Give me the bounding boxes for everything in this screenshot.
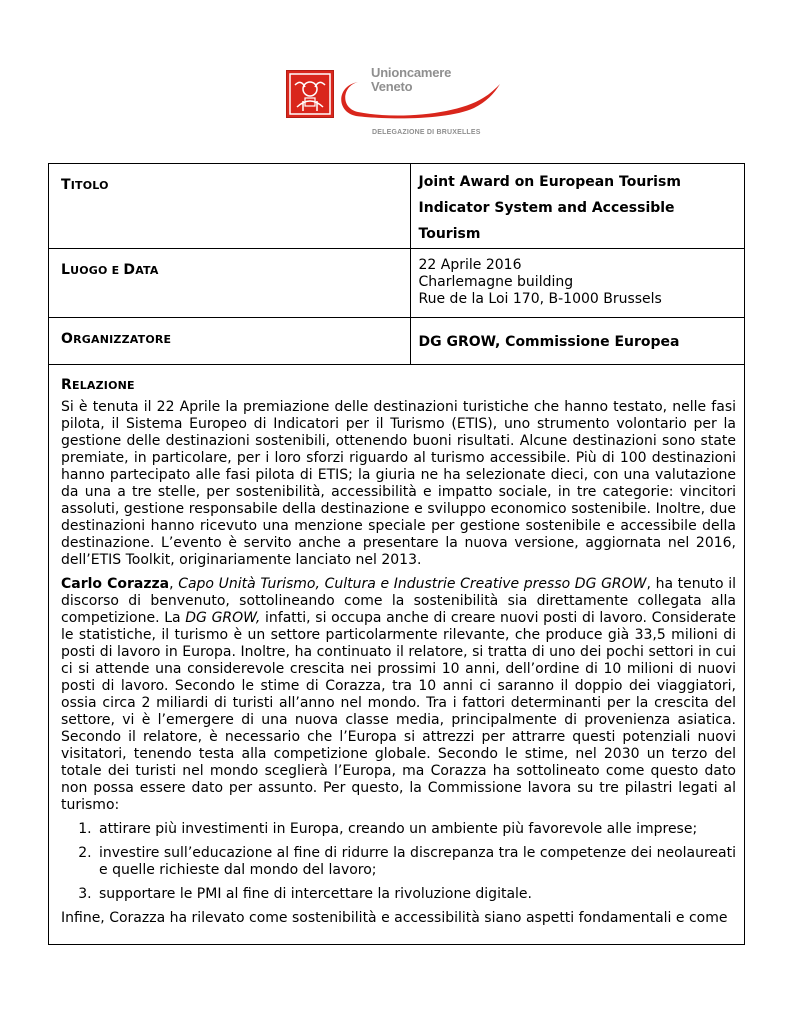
table-row <box>49 318 745 365</box>
report-section <box>49 365 744 944</box>
speaker-role: Capo Unità Turismo, Cultura e Industrie Creative presso DG GROW <box>178 576 647 592</box>
lion-emblem-icon <box>286 70 334 118</box>
logo-name: Unioncamere Veneto <box>371 65 452 94</box>
unioncamere-logo <box>286 60 516 140</box>
organizer-value: DG GROW, Commissione Europea <box>418 334 680 350</box>
report-paragraph: Carlo Corazza, Capo Unità Turismo, Cultura e Industrie Creative presso DG GROW, ha tenuto il discorso di benvenuto, sottolineando come la sostenibilità sia direttamente collegata alla competizione. La DG GROW, infatti, si occupa anche di creare nuovi posti di lavoro. Considerate le statistiche, il turismo è un settore particolarmente rilevante, che produce già 33,5 milioni di posti di lavoro in Europa. Inoltre, ha continuato il relatore, si tratta di uno dei pochi settori in cui ci si attende una considerevole crescita nei prossimi 10 anni, dell’ordine di 10 milioni di nuovi posti di lavoro. Secondo le stime di Corazza, tra 10 anni ci saranno il doppio dei viaggiatori, ossia circa 2 miliardi di turisti all’anno nel mondo. Tra i fattori determinanti per la crescita del settore, vi è l’emergere di una nuova classe media, principalmente di provenienza asiatica. Secondo il relatore, è necessario che l’Europa si attrezzi per attrarre questi potenziali nuovi visitatori, tenendo testa alla competizione globale. Secondo le stime, nel 2030 un terzo del totale dei turisti nel mondo sceglierà l’Europa, ma Corazza ha sottolineato come questo dato non possa essere dato per assunto. Per questo, la Commissione lavora su tre pilastri legati al turismo: <box>61 576 737 813</box>
place-date-label: LUOGO E DATA <box>61 262 159 278</box>
title-label: TITOLO <box>61 177 109 193</box>
report-label: RELAZIONE <box>61 377 135 393</box>
table-row <box>49 249 745 318</box>
report-paragraph: Si è tenuta il 22 Aprile la premiazione delle destinazioni turistiche che hanno testato, nelle fasi pilota, il Sistema Europeo di Indicatori per il Turismo (ETIS), uno strumento volontario per la gestione delle destinazioni sostenibili, ottenendo buoni risultati. Alcune destinazioni sono state premiate, in particolare, per i loro sforzi riguardo al turismo accessibile. Più di 100 destinazioni hanno partecipato alle fasi pilota di ETIS; la giuria ne ha selezionate dieci, con una valutazione da una a tre stelle, per sostenibilità, accessibilità e impatto sociale, in tre categorie: vincitori assoluti, gestione responsabile della destinazione e sviluppo economico sostenibile. Inoltre, due destinazioni hanno ricevuto una menzione speciale per gestione sostenibile e accessibile della destinazione. L’evento è servito anche a presentare la nuova versione, aggiornata nel 2016, dell’ETIS Toolkit, originariamente lanciato nel 2013. <box>61 399 736 568</box>
report-paragraph: Infine, Corazza ha rilevato come sostenibilità e accessibilità siano aspetti fondamentali e come <box>61 910 728 926</box>
list-item: 1. attirare più investimenti in Europa, creando un ambiente più favorevole alle imprese; <box>96 821 736 838</box>
report-table <box>48 163 745 945</box>
logo-subtitle: DELEGAZIONE DI BRUXELLES <box>372 129 481 136</box>
table-row <box>49 164 745 249</box>
speaker-name: Carlo Corazza <box>61 576 170 592</box>
pillars-list <box>61 821 736 903</box>
title-value: Joint Award on European Tourism Indicator System and Accessible Tourism <box>418 174 681 242</box>
organizer-label: ORGANIZZATORE <box>61 331 172 347</box>
place-date-value: 22 Aprile 2016 Charlemagne building Rue de la Loi 170, B-1000 Brussels <box>418 257 662 307</box>
list-item: 2. investire sull’educazione al fine di ridurre la discrepanza tra le competenze dei neolaureati e quelle richieste dal mondo del lavoro; <box>96 845 736 879</box>
table-row <box>49 365 745 945</box>
list-item: 3. supportare le PMI al fine di intercettare la rivoluzione digitale. <box>96 886 736 903</box>
